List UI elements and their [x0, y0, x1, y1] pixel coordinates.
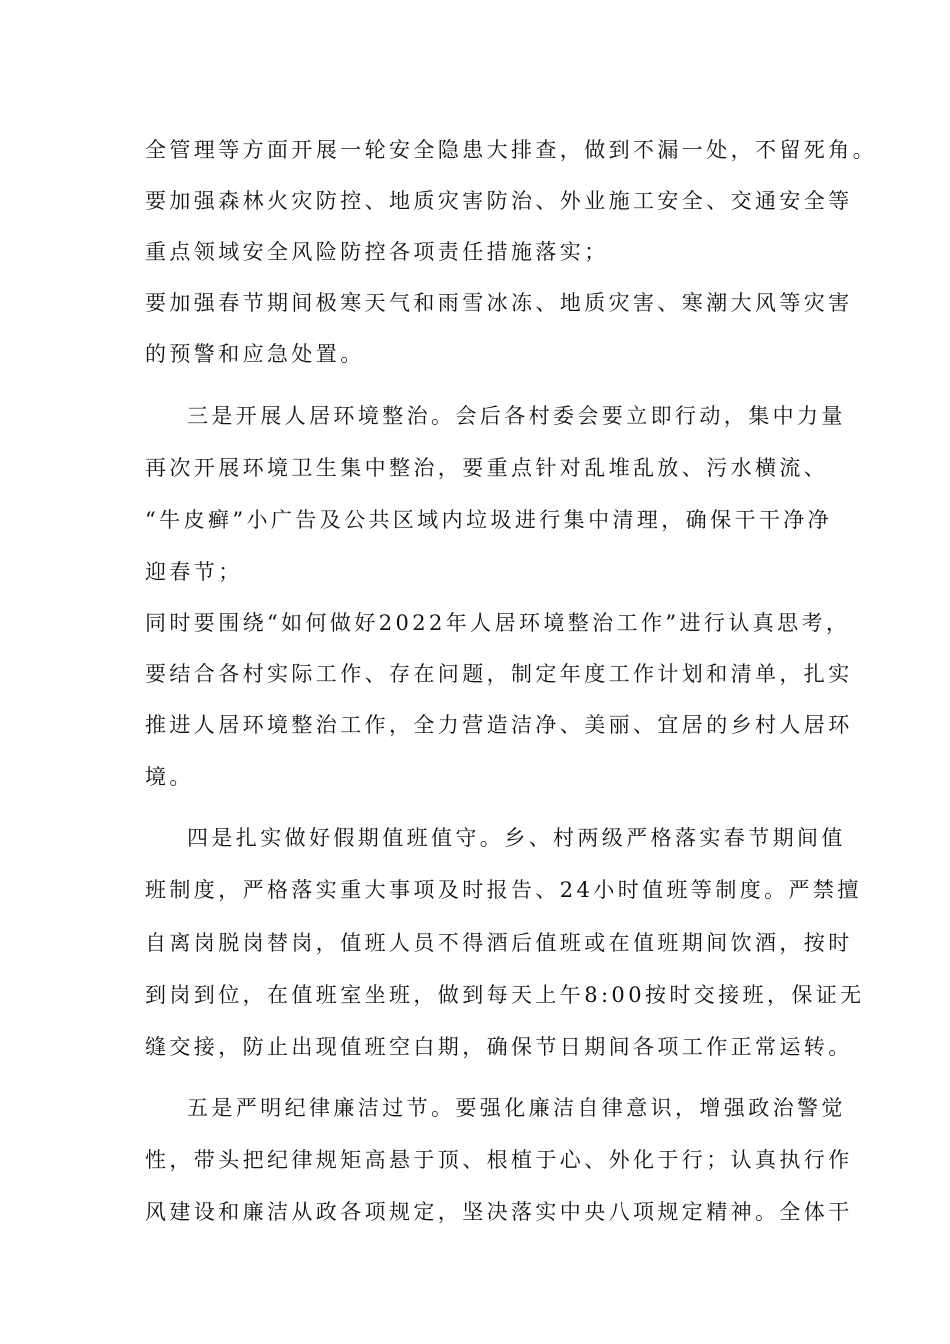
- text-line: 到岗到位，在值班室坐班，做到每天上午8:00按时交接班，保证无: [145, 983, 865, 1007]
- text-line: 境。: [145, 765, 194, 789]
- text-line: 性，带头把纪律规矩高悬于顶、根植于心、外化于行；认真执行作: [145, 1148, 853, 1172]
- text-line: 要加强春节期间极寒天气和雨雪冰冻、地质灾害、寒潮大风等灾害: [145, 291, 853, 315]
- text-line: 班制度，严格落实重大事项及时报告、24小时值班等制度。严禁擅: [145, 878, 862, 902]
- text-line: 的预警和应急处置。: [145, 342, 365, 366]
- text-line: 重点领域安全风险防控各项责任措施落实；: [145, 240, 609, 264]
- paragraph-heading-line: 四是扎实做好假期值班值守。乡、村两级严格落实春节期间值: [187, 826, 846, 850]
- text-line: 风建设和廉洁从政各项规定，坚决落实中央八项规定精神。全体干: [145, 1200, 853, 1224]
- text-line: 要加强森林火灾防控、地质灾害防治、外业施工安全、交通安全等: [145, 189, 853, 213]
- paragraph-heading-line: 五是严明纪律廉洁过节。要强化廉洁自律意识，增强政治警觉: [187, 1096, 846, 1120]
- text-line: 缝交接，防止出现值班空白期，确保节日期间各项工作正常运转。: [145, 1035, 853, 1059]
- text-line: 迎春节；: [145, 560, 243, 584]
- text-line: 要结合各村实际工作、存在问题，制定年度工作计划和清单，扎实: [145, 662, 853, 686]
- text-line: “牛皮癣”小广告及公共区域内垃圾进行集中清理，确保干干净净: [145, 508, 833, 532]
- text-line: 再次开展环境卫生集中整治，要重点针对乱堆乱放、污水横流、: [145, 456, 829, 480]
- text-line: 推进人居环境整治工作，全力营造洁净、美丽、宜居的乡村人居环: [145, 713, 853, 737]
- paragraph-heading-line: 三是开展人居环境整治。会后各村委会要立即行动，集中力量: [187, 404, 846, 428]
- text-line: 全管理等方面开展一轮安全隐患大排查，做到不漏一处，不留死角。: [145, 138, 877, 162]
- text-line: 同时要围绕“如何做好2022年人居环境整治工作”进行认真思考，: [145, 611, 851, 635]
- text-line: 自离岗脱岗替岗，值班人员不得酒后值班或在值班期间饮酒，按时: [145, 931, 853, 955]
